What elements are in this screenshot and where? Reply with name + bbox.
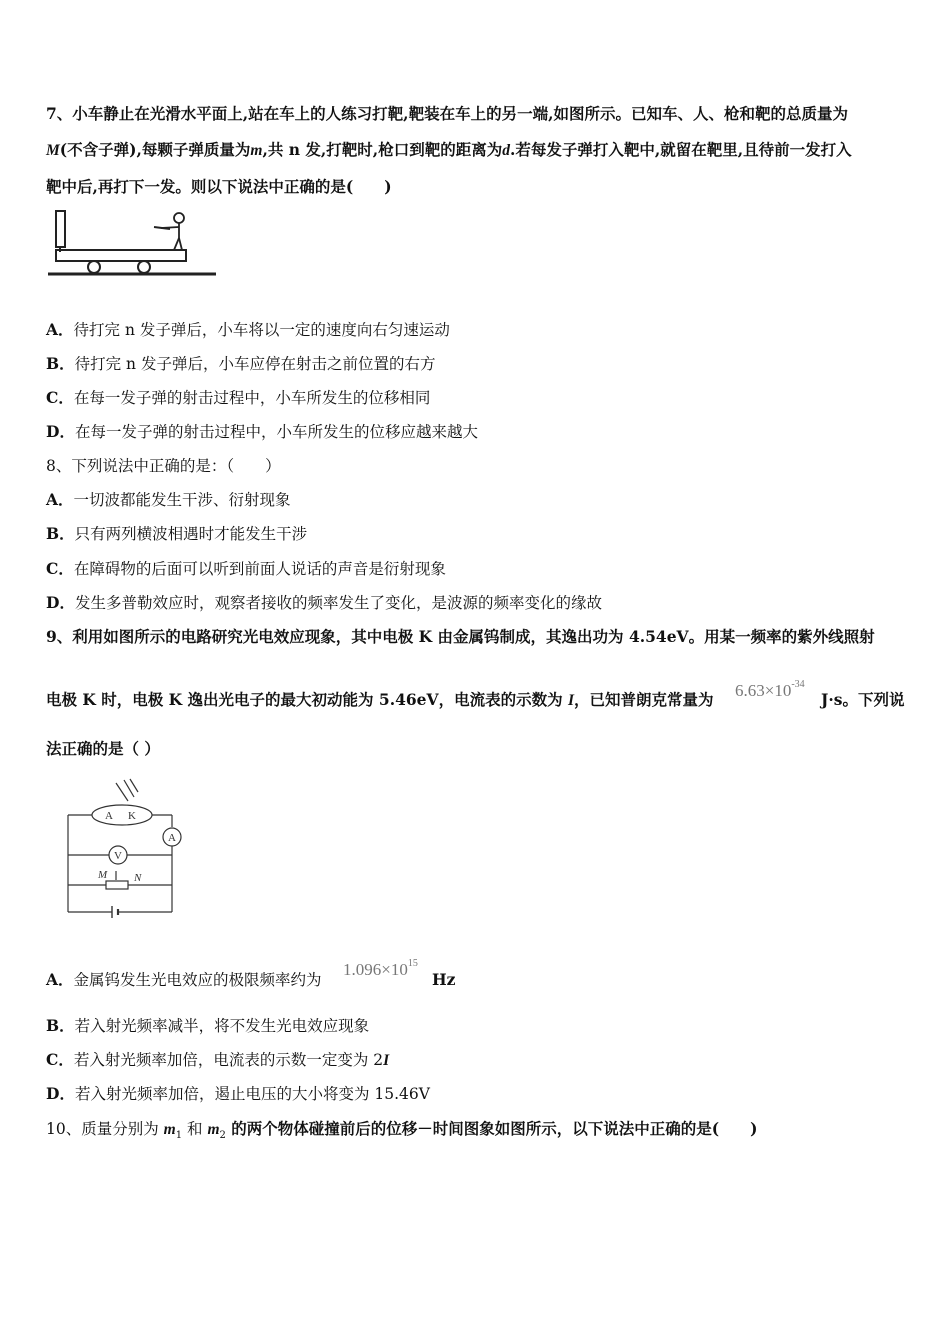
q8-option-c xyxy=(46,559,446,579)
q8-stem: 8、下列说法中正确的是：（ ） xyxy=(46,457,281,475)
option-text: 发生多普勒效应时，观察者接收的频率发生了变化，是波源的频率变化的缘故 xyxy=(74,594,602,612)
option-text: 若入射光频率加倍，电流表的示数一定变为 2 xyxy=(73,1051,384,1069)
q9-text: ，已知普朗克常量为 xyxy=(574,690,714,709)
q7-option-b xyxy=(46,354,435,374)
phototube xyxy=(92,805,152,825)
q10-text: 和 xyxy=(182,1120,208,1138)
cart-wheel xyxy=(88,261,100,273)
q10-stem xyxy=(46,1119,757,1146)
q9-stem-line-3: 法正确的是（ ） xyxy=(46,739,160,758)
q7-text: .若每发子弹打入靶中,就留在靶里,且待前一发打入 xyxy=(509,140,852,159)
q8-option-d xyxy=(46,593,602,613)
q7-option-c xyxy=(46,388,430,408)
option-text: 若入射光频率加倍，遏止电压的大小将变为 15.46V xyxy=(74,1085,430,1103)
q9-stem-line-1: 9、利用如图所示的电路研究光电效应现象，其中电极 K 由金属钨制成，其逸出功为 4.54eV。用某一频率的紫外线照射 xyxy=(46,627,875,646)
cathode-label: K xyxy=(128,810,136,822)
option-letter: B． xyxy=(46,1016,75,1035)
option-text: 只有两列横波相遇时才能发生干涉 xyxy=(74,525,308,543)
subscript: 2 xyxy=(219,1130,226,1142)
option-text: 金属钨发生光电效应的极限频率约为 xyxy=(73,971,322,989)
var-I: I xyxy=(567,692,575,709)
q9-stem-line-2a xyxy=(46,690,714,711)
option-letter: D． xyxy=(46,1084,75,1103)
option-letter: C． xyxy=(46,559,74,578)
threshold-frequency-formula: $1.096\times 10^{15}$ xyxy=(343,958,418,979)
var-m2: m xyxy=(207,1121,220,1138)
option-text: 若入射光频率减半，将不发生光电效应现象 xyxy=(74,1017,370,1035)
incident-light-icon xyxy=(116,779,138,801)
option-letter: C． xyxy=(46,388,74,407)
option-text: 在障碍物的后面可以听到前面人说话的声音是衍射现象 xyxy=(73,560,446,578)
q7-option-a xyxy=(46,320,450,340)
option-letter: B． xyxy=(46,354,75,373)
var-d: d xyxy=(502,142,510,159)
q7-text: ,共 n 发,打靶时,枪口到靶的距离为 xyxy=(262,140,503,159)
option-letter: C． xyxy=(46,1050,74,1069)
q9-option-b xyxy=(46,1016,369,1036)
var-m: m xyxy=(250,142,263,159)
cart-wheel xyxy=(138,261,150,273)
cart-body xyxy=(56,250,186,261)
option-letter: A． xyxy=(46,490,74,509)
option-text: 在每一发子弹的射击过程中，小车所发生的位移应越来越大 xyxy=(74,423,478,441)
q10-text: 10、质量分别为 xyxy=(46,1120,164,1138)
q9-option-c xyxy=(46,1050,389,1071)
hz-unit: Hz xyxy=(432,970,456,989)
subscript: 1 xyxy=(175,1130,183,1142)
q9-text: 电极 K 时，电极 K 逸出光电子的最大初动能为 5.46eV，电流表的示数为 xyxy=(46,690,568,709)
q7-stem-line-2 xyxy=(46,140,852,161)
q9-stem-line-2b: J·s。下列说 xyxy=(821,690,905,709)
option-letter: A． xyxy=(46,320,74,339)
option-text: 待打完 n 发子弹后，小车将以一定的速度向右匀速运动 xyxy=(73,321,450,339)
option-text: 在每一发子弹的射击过程中，小车所发生的位移相同 xyxy=(73,389,431,407)
n-label: N xyxy=(134,872,142,884)
m-label: M xyxy=(98,869,108,881)
cart-target-figure xyxy=(46,208,221,286)
var-m1: m xyxy=(163,1121,176,1138)
photoelectric-circuit-figure xyxy=(58,775,190,925)
option-text: 一切波都能发生干涉、衍射现象 xyxy=(73,491,291,509)
planck-constant-formula: $6.63\times 10^{-34}$ xyxy=(735,679,805,700)
q8-option-b xyxy=(46,524,307,544)
q8-option-a xyxy=(46,490,291,510)
ammeter-label: A xyxy=(168,832,176,844)
q7-stem-line-3: 靶中后,再打下一发。则以下说法中正确的是( ) xyxy=(46,177,392,196)
anode-label: A xyxy=(105,810,113,822)
option-letter: D． xyxy=(46,422,75,441)
var-M: M xyxy=(46,142,60,159)
var-I: I xyxy=(383,1052,390,1069)
q7-text: (不含子弹),每颗子弹质量为 xyxy=(59,140,251,159)
q9-option-a xyxy=(46,970,322,990)
option-text: 待打完 n 发子弹后，小车应停在射击之前位置的右方 xyxy=(74,355,436,373)
q10-text: 的两个物体碰撞前后的位移－时间图象如图所示，以下说法中正确的是( ) xyxy=(225,1119,758,1138)
q7-option-d xyxy=(46,422,478,442)
option-letter: A． xyxy=(46,970,74,989)
option-letter: B． xyxy=(46,524,75,543)
rheostat xyxy=(106,881,128,889)
option-letter: D． xyxy=(46,593,75,612)
q9-option-d xyxy=(46,1084,430,1104)
target-board xyxy=(56,211,65,247)
q7-stem-line-1: 7、小车静止在光滑水平面上,站在车上的人练习打靶,靶装在车上的另一端,如图所示。已知车、人、枪和靶的总质量为 xyxy=(46,104,848,123)
voltmeter-label: V xyxy=(114,850,122,862)
shooter-person xyxy=(161,213,184,250)
